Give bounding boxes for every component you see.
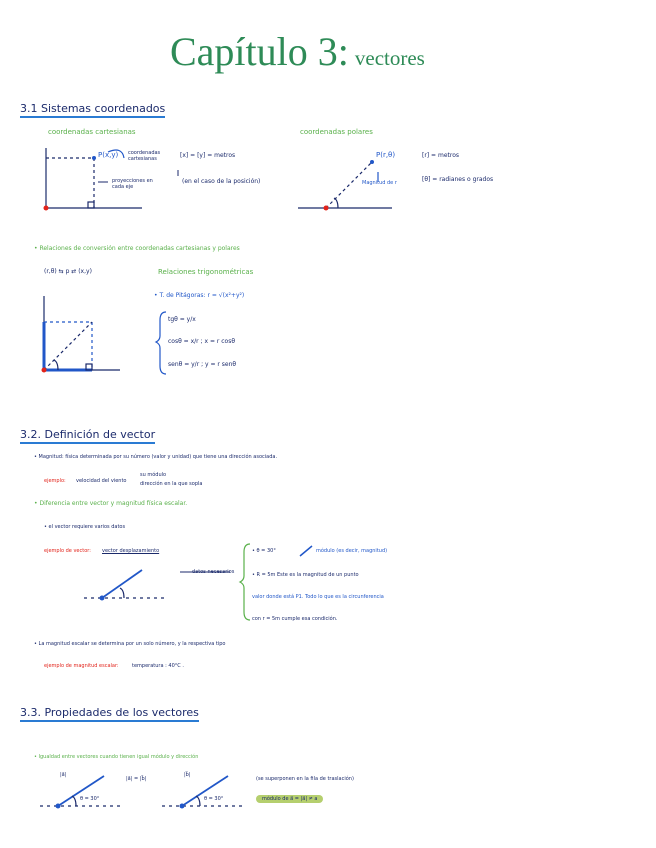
scalar-text: • La magnitud escalar se determina por un solo número, y la respectiva tipo <box>34 641 226 647</box>
bullet-angle-note: módulo (es decir, magnitud) <box>316 548 388 554</box>
example-b1: su módulo <box>140 472 167 478</box>
vector-origin <box>100 596 105 601</box>
translate-note: (se superponen en la fila de traslación) <box>256 776 354 782</box>
data-brace <box>240 544 250 620</box>
example-b2: dirección en la que sopla <box>140 481 203 487</box>
bullet-angle: • θ = 30° <box>252 548 276 554</box>
angle-2: θ = 30° <box>204 796 224 802</box>
example-text: velocidad del viento <box>76 478 127 484</box>
section-heading-3-2: 3.2. Definición de vector <box>20 428 155 441</box>
polar-label: coordenadas polares <box>300 128 373 136</box>
vec-a-origin <box>56 804 61 809</box>
highlight-note: módulo de a⃗ = |a⃗| ≠ a <box>256 796 323 802</box>
conv-origin <box>42 368 47 373</box>
theta-unit: [θ] = radianes o grados <box>422 176 494 183</box>
trig-label: Relaciones trigonométricas <box>158 268 254 276</box>
units-eq: [x] = [y] = metros <box>180 152 236 159</box>
cart-note: coordenadas cartesianas <box>128 150 161 162</box>
mag-note: Magnitud de r <box>362 180 397 186</box>
vec-b-origin <box>180 804 185 809</box>
example2-label: ejemplo de vector: <box>44 548 91 554</box>
vector-equality: |a⃗| = |b⃗| <box>126 776 147 782</box>
bullet-r3: con r = 5m cumple esa condición. <box>252 616 338 622</box>
cartesian-label: coordenadas cartesianas <box>48 128 136 136</box>
conversion-axes <box>44 296 120 370</box>
relation-label: • Relaciones de conversión entre coordenadas cartesianas y polares <box>34 245 240 252</box>
conversion-eq: (r,θ) ⇆ p ⇄ (x,y) <box>44 268 92 275</box>
polar-origin <box>324 206 329 211</box>
bullet-r2: valor donde está P1. Todo lo que es la circunferencia <box>252 594 384 600</box>
proj-note: proyecciones en cada eje <box>112 178 153 190</box>
polar-point <box>370 160 374 164</box>
origin-point <box>44 206 49 211</box>
difference-text: • Diferencia entre vector y magnitud física escalar. <box>34 500 188 507</box>
equality-text: • Igualdad entre vectores cuando tienen igual módulo y dirección <box>34 754 199 760</box>
bullet-r: • R = 5m Este es la magnitud de un punto <box>252 572 359 578</box>
polar-point-label: P(r,θ) <box>376 151 396 159</box>
section-heading-3-1: 3.1 Sistemas coordenados <box>20 102 165 115</box>
point-p-label: P(x,y) <box>98 151 119 159</box>
sin-eq: senθ = y/r ; y = r senθ <box>168 361 237 368</box>
point-p <box>92 156 96 160</box>
modulo-arrow <box>300 546 312 556</box>
data-needed: datos necesarios <box>192 569 235 575</box>
scalar-ex-label: ejemplo de magnitud escalar: <box>44 663 119 669</box>
section-heading-3-3: 3.3. Propiedades de los vectores <box>20 706 199 719</box>
r-unit: [r] = metros <box>422 152 460 159</box>
pythagoras: • T. de Pitágoras: r = √(x²+y²) <box>154 292 245 299</box>
vector-requires: • el vector requiere varios datos <box>44 524 126 530</box>
title-sub: vectores <box>354 46 425 70</box>
vector-a-label: |a⃗| <box>60 772 67 778</box>
magnitude-def: • Magnitud: física determinada por su número (valor y unidad) que tiene una dirección asociada. <box>34 454 278 460</box>
example-label: ejemplo: <box>44 478 66 484</box>
scalar-ex: temperatura : 40°C . <box>132 663 184 669</box>
cos-eq: cosθ = x/r ; x = r cosθ <box>168 338 236 345</box>
example2-text: vector desplazamiento <box>102 548 160 554</box>
vector-diagram <box>84 570 164 598</box>
trig-brace <box>156 312 166 374</box>
units-note: (en el caso de la posición) <box>182 178 261 185</box>
angle-1: θ = 30° <box>80 796 100 802</box>
tan-eq: tgθ = y/x <box>168 316 196 323</box>
title-main: Capítulo 3: <box>170 29 349 74</box>
vector-b-label: |b⃗| <box>184 772 191 778</box>
